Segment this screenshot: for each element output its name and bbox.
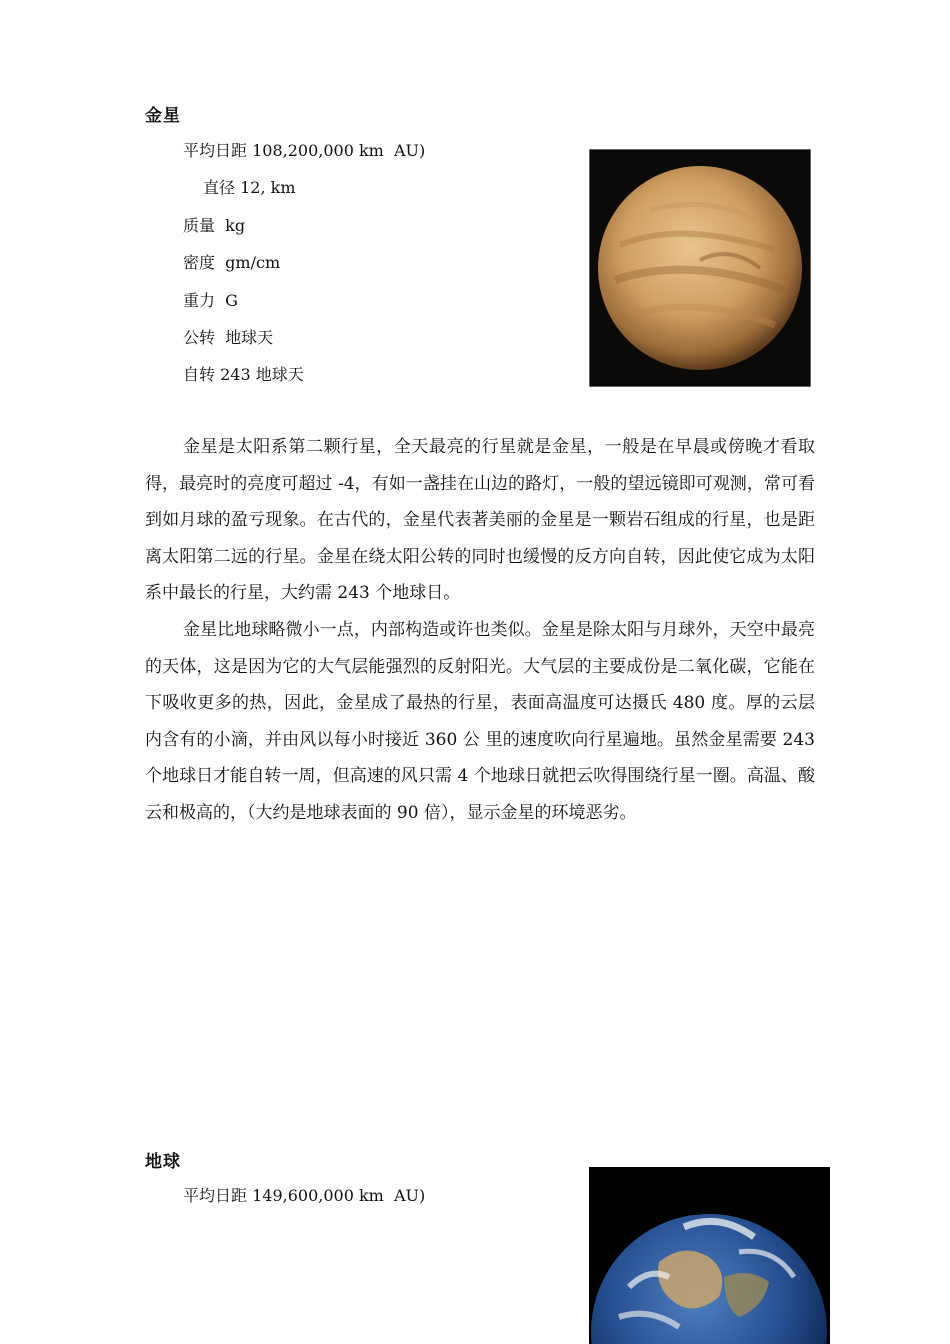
venus-stat-gravity: 重力 G [183, 290, 238, 310]
earth-stats [183, 1184, 425, 1221]
venus-stat-rotation: 自转 243 地球天 [183, 365, 304, 385]
venus-stat-orbit: 公转 地球天 [183, 327, 274, 347]
venus-paragraph: 金星是太阳系第二颗行星，全天最亮的行星就是金星，一般是在早晨或傍晚才看取得，最亮时的亮度可超过 -4，有如一盏挂在山边的路灯，一般的望远镜即可观测，常可看到如月球的盈亏现象。在古代的，金星代表著美丽的金星是一颗岩石组成的行星，也是距离太阳第二远的行星。金星在绕太阳公转的同时也缓慢的反方向自转，因此使它成为太阳系中最长的行星，大约需 243 个地球日。 [145, 437, 815, 604]
earth-heading: 地球 [145, 1152, 181, 1172]
venus-stat-density: 密度 gm/cm [183, 253, 281, 273]
earth-stat-distance: 平均日距 149,600,000 km AU) [183, 1186, 426, 1205]
venus-heading: 金星 [145, 106, 181, 126]
venus-stats [183, 139, 425, 401]
venus-image [589, 149, 811, 387]
venus-paragraph: 金星比地球略微小一点，内部构造或许也类似。金星是除太阳与月球外，天空中最亮的天体，这是因为它的大气层能强烈的反射阳光。大气层的主要成份是二氧化碳，它能在下吸收更多的热，因此，金星成了最热的行星，表面高温度可达摄氏 480 度。厚的云层内含有的小滴，并由风以每小时接近 360 公 里的速度吹向行星遍地。虽然金星需要 243 个地球日才能自转一周，但高速的风只需 4 个地球日就把云吹得围绕行星一圈。高温、酸云和极高的，（大约是地球表面的 90 倍），显示金星的环境恶劣。 [145, 619, 815, 823]
venus-stat-distance: 平均日距 108,200,000 km AU) [183, 141, 426, 160]
venus-stat-mass: 质量 kg [183, 215, 246, 235]
venus-description [145, 429, 815, 832]
earth-image [589, 1167, 830, 1344]
venus-stat-diameter: 直径 12, km [203, 178, 296, 198]
